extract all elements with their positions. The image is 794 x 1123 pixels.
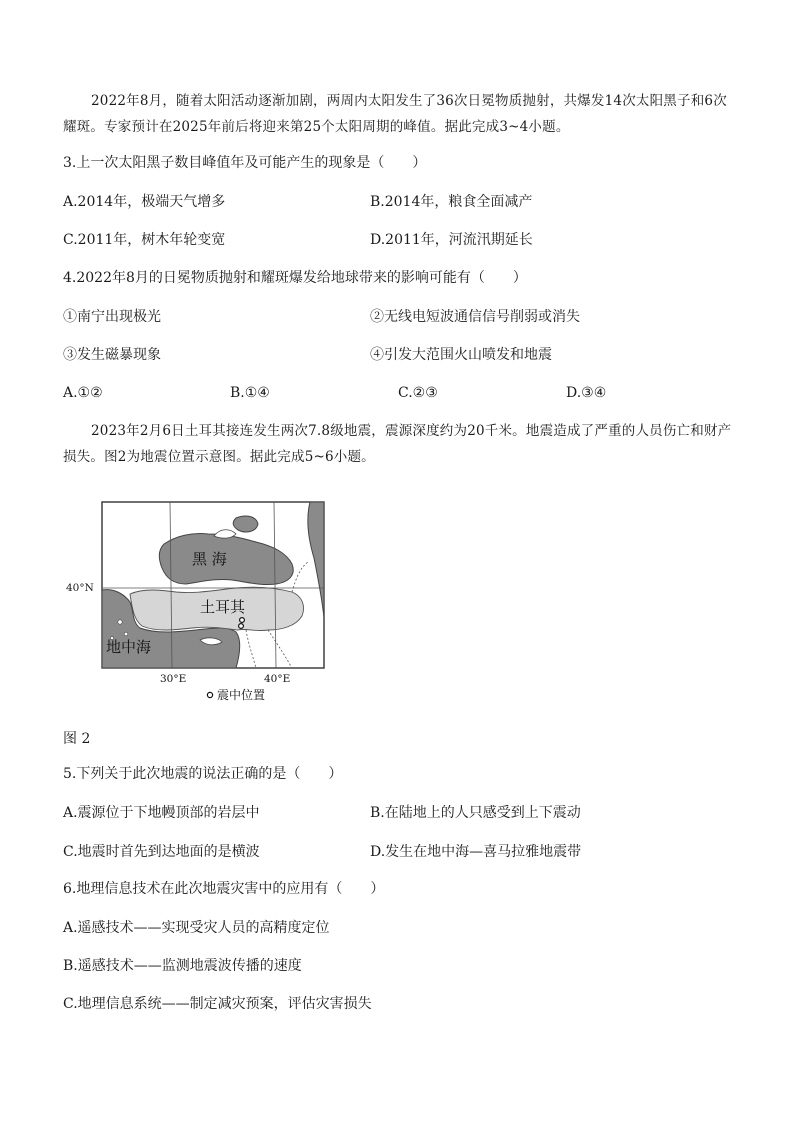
q4-item-2: ②无线电短波通信信号削弱或消失 [370, 309, 580, 325]
q4-option-c: C.②③ [398, 385, 438, 401]
azov-sea-shape [233, 516, 258, 532]
legend-epicenter-icon [207, 692, 212, 697]
q3-option-b: B.2014年，粮食全面减产 [370, 194, 533, 210]
question-6-stem: 6.地理信息技术在此次地震灾害中的应用有（ ） [63, 881, 385, 897]
q5-option-d: D.发生在地中海—喜马拉雅地震带 [370, 844, 582, 860]
lon-40-label: 40°E [264, 673, 291, 685]
q5-option-a: A.震源位于下地幔顶部的岩层中 [63, 805, 260, 821]
passage-1: 2022年8月，随着太阳活动逐渐加剧，两周内太阳发生了36次日冕物质抛射，共爆发14次太阳黑子和6次耀斑。专家预计在2025年前后将迎来第25个太阳周期的峰值。据此完成3~4小题。 [63, 93, 727, 135]
q4-option-d: D.③④ [566, 385, 607, 401]
epicenter-marker-2 [239, 624, 244, 629]
q4-option-a: A.①② [63, 385, 103, 401]
q4-option-b: B.①④ [230, 385, 270, 401]
q5-option-c: C.地震时首先到达地面的是横波 [63, 844, 260, 860]
mediterranean-label: 地中海 [106, 638, 152, 656]
q6-option-c: C.地理信息系统——制定减灾预案，评估灾害损失 [63, 996, 372, 1012]
q3-option-d: D.2011年，河流汛期延长 [370, 232, 533, 248]
epicenter-marker-1 [240, 618, 245, 623]
q6-option-b: B.遥感技术——监测地震波传播的速度 [63, 958, 302, 974]
question-5-stem: 5.下列关于此次地震的说法正确的是（ ） [63, 766, 343, 782]
question-4-stem: 4.2022年8月的日冕物质抛射和耀斑爆发给地球带来的影响可能有（ ） [63, 270, 527, 286]
island [124, 632, 128, 636]
q4-item-3: ③发生磁暴现象 [63, 347, 161, 363]
q6-option-a: A.遥感技术——实现受灾人员的高精度定位 [63, 920, 330, 936]
q3-option-c: C.2011年，树木年轮变宽 [63, 232, 226, 248]
q3-option-a: A.2014年，极端天气增多 [63, 194, 226, 210]
figure-caption: 图 2 [63, 731, 91, 747]
earthquake-location-map [96, 498, 332, 704]
lat-40-label: 40°N [66, 582, 94, 594]
turkey-label: 土耳其 [200, 598, 246, 616]
q4-item-4: ④引发大范围火山喷发和地震 [370, 347, 552, 363]
q5-option-b: B.在陆地上的人只感受到上下震动 [370, 805, 581, 821]
passage-2: 2023年2月6日土耳其接连发生两次7.8级地震，震源深度约为20千米。地震造成了严重的人员伤亡和财产损失。图2为地震位置示意图。据此完成5~6小题。 [63, 423, 732, 465]
question-3-stem: 3.上一次太阳黑子数目峰值年及可能产生的现象是（ ） [63, 155, 427, 171]
map-svg [96, 498, 332, 704]
q4-item-1: ①南宁出现极光 [63, 309, 161, 325]
black-sea-label: 黑 海 [192, 550, 227, 568]
island [118, 620, 122, 624]
lon-30-label: 30°E [160, 673, 187, 685]
legend-label: 震中位置 [217, 688, 266, 702]
